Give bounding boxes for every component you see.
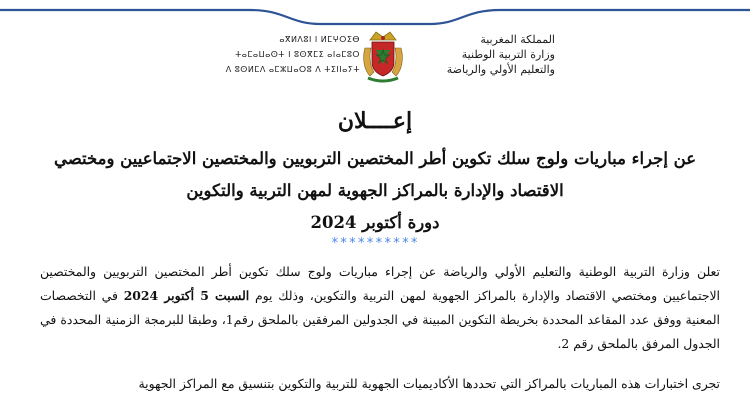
ministry-name-arabic bbox=[415, 32, 555, 77]
paragraph1-text-end: في التخصصات المعنية ووفق عدد المقاعد المحددة بخريطة التكوين المبينة في الجدولين المرفقين بالملحق رقم1، وطبقا للبرمجة الزمنية المحددة في الجدول المرفق بالملحق رقم 2. bbox=[40, 288, 720, 351]
kingdom-name-tf: ⴰⴳⵍⴷⵓⵏ ⵏ ⵍⵎⵖⵔⵉⴱ bbox=[279, 35, 360, 44]
exam-date: السبت 5 أكتوبر 2024 bbox=[123, 288, 250, 303]
ministry-name-tifinagh bbox=[200, 32, 360, 77]
announcement-title: إعــــلان bbox=[337, 108, 413, 134]
kingdom-name-ar: المملكة المغربية bbox=[480, 33, 555, 46]
separator-stars: ********** bbox=[330, 236, 420, 251]
announcement-paragraph-2: تجرى اختبارات هذه المباريات بالمراكز التي تحددها الأكاديميات الجهوية للتربية والتكوين بتنسيق مع المراكز الجهوية bbox=[138, 376, 720, 391]
announcement-subtitle-line2: الاقتصاد والإدارة بالمراكز الجهوية لمهن التربية والتكوين bbox=[186, 181, 564, 200]
ministry-line2-tf: ⵜⴰⵎⴰⵡⴰⵙⵜ ⵏ ⵓⵙⴳⵎⵉ ⴰⵏⴰⵎⵓⵔ bbox=[235, 50, 360, 59]
announcement-subtitle-line1: عن إجراء مباريات ولوج سلك تكوين أطر المختصين التربويين والمختصين الاجتماعيين ومختصي bbox=[53, 149, 697, 168]
ministry-line2-ar: وزارة التربية الوطنية bbox=[461, 48, 555, 61]
ministry-line3-ar: والتعليم الأولي والرياضة bbox=[446, 63, 555, 76]
announcement-paragraph-1 bbox=[40, 260, 720, 356]
session-label: دورة أكتوبر 2024 bbox=[310, 213, 440, 232]
ministry-line3-tf: ⴷ ⵓⵙⵍⵎⴷ ⴰⵎⵣⵡⴰⵔⵓ ⴷ ⵜⵉⵏⵏⴰⵢⵜ bbox=[225, 65, 360, 74]
morocco-coat-of-arms-icon bbox=[360, 28, 406, 86]
paragraph1-text-start: تعلن وزارة التربية الوطنية والتعليم الأولي والرياضة عن إجراء مباريات ولوج سلك تكوين أطر المختصين التربويين والمختصين الاجتماعيين ومختصي الاقتصاد والإدارة بالمراكز الجهوية لمهن التربية والتكوين، وذلك يوم bbox=[40, 264, 720, 303]
